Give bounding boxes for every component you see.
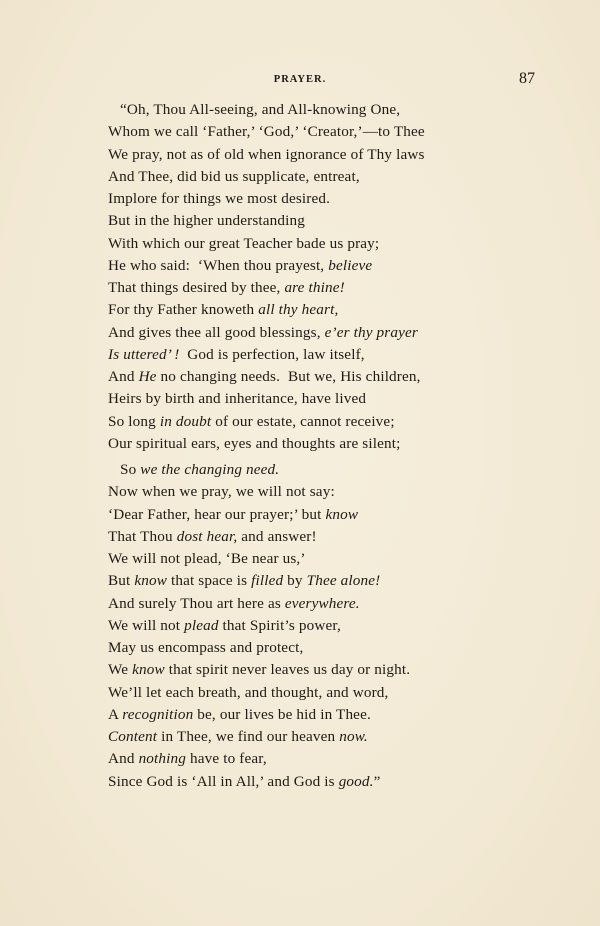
poem-body — [108, 99, 548, 793]
page-number: 87 — [519, 70, 535, 87]
line-text: of our estate, cannot receive; — [211, 412, 395, 430]
line-text: That things desired by thee, — [108, 279, 285, 296]
line-text: We will not plead, ‘Be near us,’ — [108, 550, 306, 567]
line-text: be, our lives be hid in Thee. — [193, 705, 371, 723]
italic-emphasis: nothing — [138, 750, 187, 768]
italic-emphasis: know — [132, 661, 165, 679]
line-text: May us encompass and protect, — [108, 639, 304, 656]
poem-line — [108, 433, 548, 455]
poem-line — [108, 99, 548, 121]
poem-line — [108, 615, 548, 637]
italic-emphasis: know — [325, 505, 359, 523]
poem-line — [108, 504, 548, 526]
italic-emphasis: plead — [184, 616, 219, 634]
poem-line — [108, 166, 548, 188]
poem-line — [108, 299, 548, 321]
line-text: ‘Dear Father, hear our prayer;’ but — [108, 505, 326, 523]
italic-emphasis: e’er thy prayer — [324, 323, 418, 341]
line-text: And Thee, did bid us supplicate, entreat, — [108, 167, 360, 185]
line-text: We — [108, 661, 133, 679]
line-text: that spirit never leaves us day or night. — [164, 661, 411, 679]
poem-line — [108, 548, 548, 570]
poem-line — [108, 255, 548, 277]
poem-line — [108, 188, 548, 210]
line-text: Now when we pray, we will not say: — [108, 483, 335, 501]
line-text: have to fear, — [186, 750, 267, 768]
italic-emphasis: everywhere. — [284, 594, 360, 612]
poem-line — [108, 771, 548, 793]
line-text: Heirs by birth and inheritance, have lived — [108, 390, 367, 408]
poem-line — [108, 593, 548, 615]
line-text: Since God is ‘All in All,’ and God is — [108, 772, 339, 790]
poem-line — [108, 210, 548, 232]
italic-emphasis: dost hear, — [176, 527, 238, 545]
line-text: So — [120, 461, 141, 478]
line-text: and answer! — [237, 527, 317, 545]
line-text: A — [108, 705, 123, 723]
line-text: Our spiritual ears, eyes and thoughts are silent; — [108, 434, 401, 452]
line-text: For thy Father knoweth — [108, 301, 259, 319]
poem-line — [108, 726, 548, 748]
italic-emphasis: know — [134, 572, 168, 590]
line-text: ” — [373, 772, 381, 790]
poem-line — [108, 704, 548, 726]
line-text: by — [283, 572, 307, 590]
italic-emphasis: Content — [108, 728, 158, 745]
poem-line — [108, 144, 548, 166]
line-text: But — [108, 572, 135, 590]
line-text: And — [108, 368, 139, 385]
line-text: “Oh, Thou All-seeing, and All-knowing One, — [120, 101, 401, 118]
line-text: And — [108, 750, 139, 768]
line-text: We’ll let each breath, and thought, and word, — [108, 683, 389, 701]
poem-line — [108, 366, 548, 388]
italic-emphasis: we the changing need. — [140, 461, 280, 478]
poem-line — [108, 322, 548, 344]
poem-line — [108, 570, 548, 592]
line-text: With which our great Teacher bade us pray; — [108, 234, 380, 252]
italic-emphasis: in doubt — [159, 412, 212, 430]
line-text: in Thee, we find our heaven — [157, 728, 340, 745]
line-text: And surely Thou art here as — [108, 594, 285, 612]
line-text: Whom we call ‘Father,’ ‘God,’ ‘Creator,’—to Thee — [108, 123, 425, 141]
line-text: That Thou — [108, 527, 177, 545]
line-text: God is perfection, law itself, — [179, 345, 365, 363]
italic-emphasis: filled — [251, 572, 284, 590]
italic-emphasis: are thine! — [284, 279, 345, 296]
line-text: We will not — [108, 616, 185, 634]
poem-line — [108, 682, 548, 704]
poem-line — [108, 233, 548, 255]
poem-line — [108, 388, 548, 410]
poem-line — [108, 481, 548, 503]
italic-emphasis: now. — [339, 728, 368, 745]
line-text: And gives thee all good blessings, — [108, 323, 325, 341]
poem-line — [108, 121, 548, 143]
poem-line — [108, 344, 548, 366]
line-text: that space is — [167, 572, 252, 590]
line-text: We pray, not as of old when ignorance of Thy laws — [108, 145, 425, 163]
running-title: PRAYER. — [273, 74, 327, 85]
italic-emphasis: Is uttered’ ! — [108, 345, 180, 363]
line-text: But in the higher understanding — [108, 212, 305, 230]
italic-emphasis: all thy heart, — [258, 301, 339, 319]
line-text: Implore for things we most desired. — [108, 190, 331, 207]
poem-line — [108, 411, 548, 433]
poem-line — [108, 637, 548, 659]
italic-emphasis: Thee alone! — [306, 572, 381, 590]
italic-emphasis: recognition — [122, 705, 194, 723]
line-text: So long — [108, 412, 160, 430]
poem-line — [108, 277, 548, 299]
poem-line — [108, 659, 548, 681]
line-text: no changing needs. But we, His children, — [156, 368, 421, 385]
line-text: that Spirit’s power, — [218, 616, 341, 634]
italic-emphasis: He — [138, 368, 157, 385]
line-text: He who said: ‘When thou prayest, — [108, 256, 329, 274]
italic-emphasis: believe — [328, 256, 373, 274]
poem-line — [108, 526, 548, 548]
poem-line — [108, 459, 548, 481]
italic-emphasis: good. — [338, 772, 374, 790]
poem-line — [108, 748, 548, 770]
